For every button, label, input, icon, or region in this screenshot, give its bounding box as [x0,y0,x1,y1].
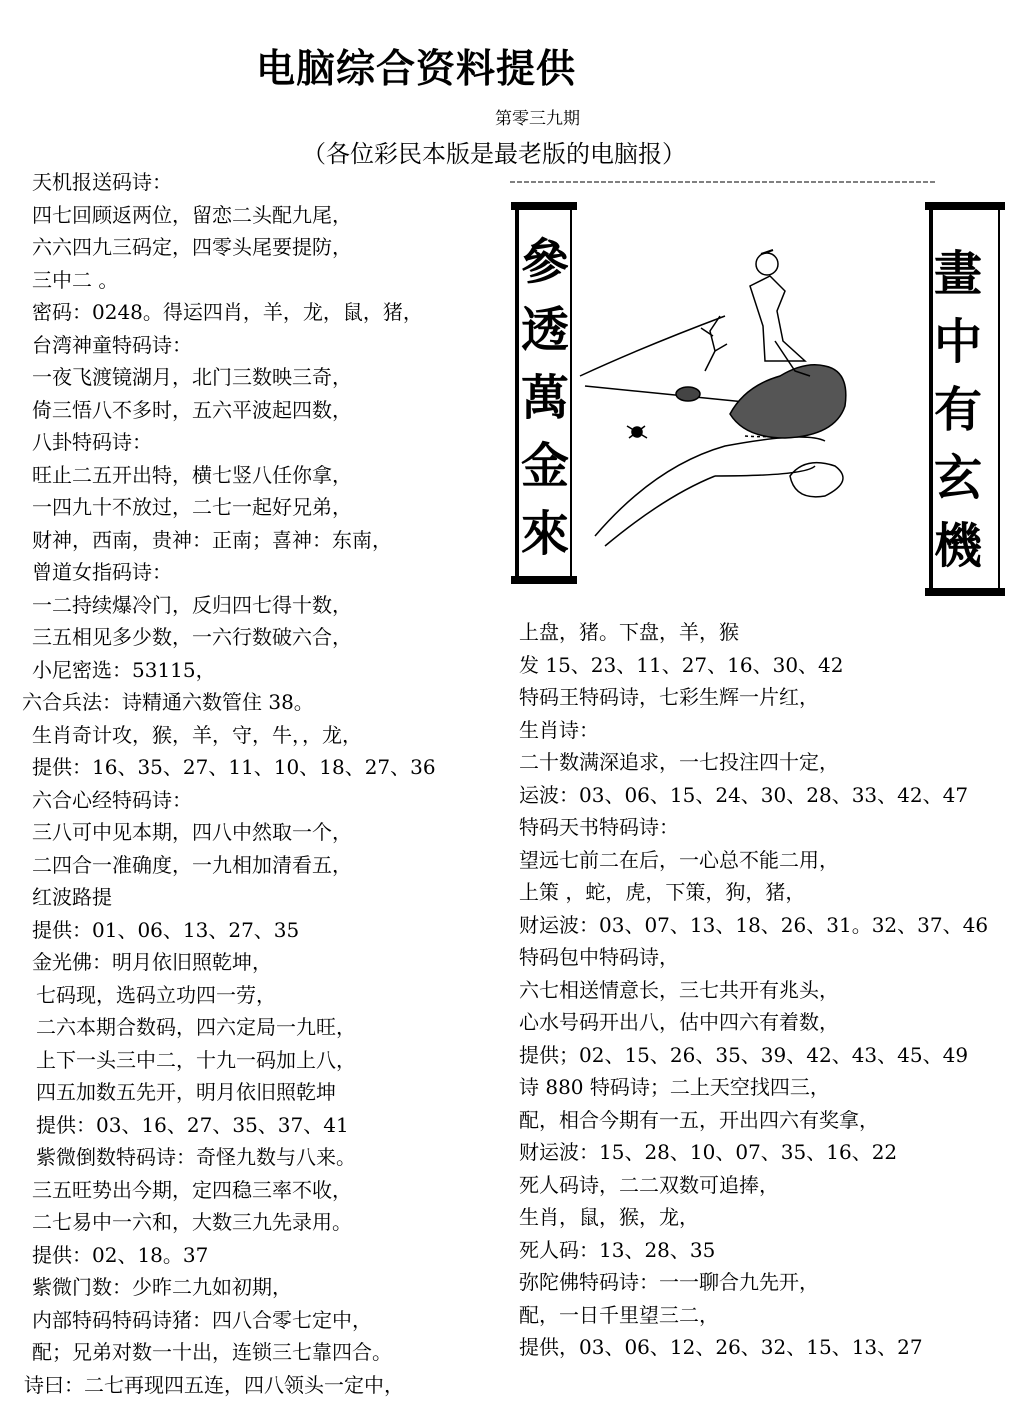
text-line: 特码王特码诗，七彩生辉一片红， [519,681,1024,714]
text-line: 三五旺势出今期，定四稳三率不收， [32,1174,502,1207]
text-line: 七码现，选码立功四一劳， [36,979,502,1012]
text-line: 发 15、23、11、27、16、30、42 [519,649,1024,682]
text-line: 六合兵法：诗精通六数管住 38。 [22,686,502,719]
left-scroll-text [520,228,570,568]
text-line: 特码天书特码诗： [519,811,1024,844]
text-line: 上策 ，蛇，虎，下策，狗，猪， [519,876,1024,909]
sage-on-rock-drawing [580,250,846,546]
text-line: 配，相合今期有一五，开出四六有奖拿， [519,1104,1024,1137]
text-line: 三五相见多少数，一六行数破六合， [32,621,502,654]
text-line: 六七相送情意长，三七共开有兆头， [519,974,1024,1007]
text-line: 二四合一准确度，一九相加清看五， [32,849,502,882]
text-line: 财运波：03、07、13、18、26、31。32、37、46 [519,909,1024,942]
page-title: 电脑综合资料提供 [256,38,656,94]
text-line: 提供，03、06、12、26、32、15、13、27 [519,1331,1024,1364]
text-line: 倚三悟八不多时，五六平波起四数， [32,394,502,427]
text-line: 提供：16、35、27、11、10、18、27、36 [32,751,502,784]
text-line: 心水号码开出八，估中四六有着数， [519,1006,1024,1039]
text-line: 财神，西南，贵神：正南；喜神：东南， [32,524,502,557]
text-line: 一二持续爆冷门，反归四七得十数， [32,589,502,622]
text-line: 红波路提 [32,881,502,914]
right-column [519,616,1024,1364]
page-subtitle: （各位彩民本版是最老版的电脑报） [302,134,686,169]
text-line: 生肖奇计攻，猴，羊，守，牛，，龙， [32,719,502,752]
scroll-char: 來 [520,500,570,568]
text-line: 三八可中见本期，四八中然取一个， [32,816,502,849]
issue-number: 第零三九期 [495,104,580,129]
text-line: 生肖，鼠，猴，龙， [519,1201,1024,1234]
text-line: 一夜飞渡镜湖月，北门三数映三奇， [32,361,502,394]
text-line: 二六本期合数码，四六定局一九旺， [36,1011,502,1044]
text-line: 八卦特码诗： [32,426,502,459]
text-line: 生肖诗： [519,714,1024,747]
scroll-char: 機 [933,512,983,580]
scroll-char: 畫 [933,240,983,308]
text-line: 曾道女指码诗： [32,556,502,589]
text-line: 六合心经特码诗： [32,784,502,817]
left-column [32,166,502,1401]
text-line: 一四九十不放过，二七一起好兄弟， [32,491,502,524]
text-line: 三中二 。 [32,264,502,297]
text-line: 上盘，猪。下盘，羊，猴 [519,616,1024,649]
text-line: 配，一日千里望三二， [519,1299,1024,1332]
text-line: 台湾神童特码诗： [32,329,502,362]
text-line: 四五加数五先开，明月依旧照乾坤 [36,1076,502,1109]
text-line: 紫微门数：少昨二九如初期， [32,1271,502,1304]
text-line: 小尼密选：53115， [32,654,502,687]
text-line: 二七易中一六和，大数三九先录用。 [32,1206,502,1239]
text-line: 紫微倒数特码诗：奇怪九数与八来。 [36,1141,502,1174]
text-line: 财运波：15、28、10、07、35、16、22 [519,1136,1024,1169]
text-line: 提供：01、06、13、27、35 [32,914,502,947]
text-line: 上下一头三中二，十九一码加上八， [36,1044,502,1077]
scroll-char: 有 [933,376,983,444]
right-scroll-text [933,240,983,580]
text-line: 天机报送码诗： [32,166,502,199]
scroll-char: 中 [933,308,983,376]
text-line: 旺止二五开出特，横七竖八任你拿， [32,459,502,492]
text-line: 提供；02、15、26、35、39、42、43、45、49 [519,1039,1024,1072]
text-line: 四七回顾返两位，留恋二头配九尾， [32,199,502,232]
text-line: 死人码：13、28、35 [519,1234,1024,1267]
text-line: 弥陀佛特码诗：一一聊合九先开， [519,1266,1024,1299]
text-line: 死人码诗，二二双数可追捧， [519,1169,1024,1202]
text-line: 二十数满深追求，一七投注四十定， [519,746,1024,779]
text-line: 提供：03、16、27、35、37、41 [36,1109,502,1142]
text-line: 密码：0248。得运四肖，羊，龙，鼠，猪， [32,296,502,329]
text-line: 特码包中特码诗， [519,941,1024,974]
text-line: 金光佛：明月依旧照乾坤， [32,946,502,979]
text-line: 望远七前二在后，一心总不能二用， [519,844,1024,877]
text-line: 诗曰：二七再现四五连，四八领头一定中， [24,1369,502,1401]
text-line: 运波：03、06、15、24、30、28、33、42、47 [519,779,1024,812]
text-line: 六六四九三码定，四零头尾要提防， [32,231,502,264]
text-line: 内部特码特码诗猪：四八合零七定中， [32,1304,502,1337]
scroll-char: 玄 [933,444,983,512]
scroll-char: 透 [520,296,570,364]
scroll-char: 參 [520,228,570,296]
scroll-char: 萬 [520,364,570,432]
text-line: 诗 880 特码诗；二上天空找四三， [519,1071,1024,1104]
text-line: 配；兄弟对数一十出，连锁三七靠四合。 [32,1336,502,1369]
scroll-char: 金 [520,432,570,500]
text-line: 提供：02、18。37 [32,1239,502,1272]
